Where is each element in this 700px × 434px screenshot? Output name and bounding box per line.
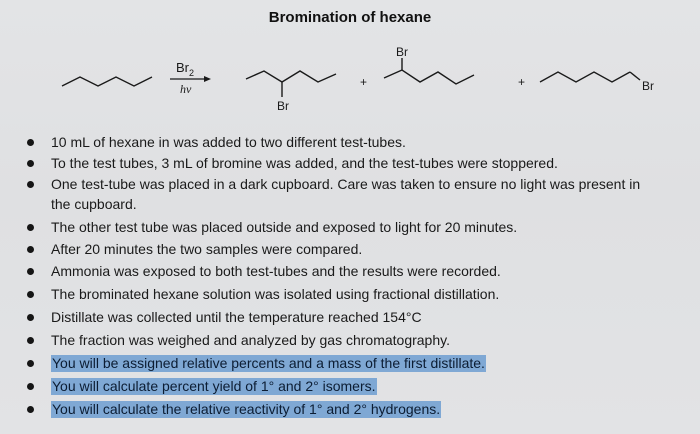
bullet-icon bbox=[27, 160, 34, 167]
reagent-top: $Br_2$ bbox=[176, 60, 195, 78]
plus-sign-1: + bbox=[360, 75, 368, 89]
bullet-icon bbox=[27, 139, 34, 146]
bullet-icon bbox=[27, 224, 34, 231]
bullet-icon bbox=[27, 383, 34, 390]
bullet-icon bbox=[27, 291, 34, 298]
bullet-icon bbox=[27, 181, 34, 188]
bullet-icon bbox=[27, 268, 34, 275]
bullet-icon bbox=[27, 246, 34, 253]
product-3-bromohexane bbox=[384, 70, 474, 84]
product-2-bromohexane bbox=[246, 71, 336, 82]
reaction-scheme bbox=[0, 0, 700, 130]
product-1-bromohexane bbox=[540, 72, 630, 82]
br-label-3: Br bbox=[642, 79, 654, 93]
page-title: Bromination of hexane bbox=[268, 9, 432, 26]
hexane-structure bbox=[62, 77, 152, 86]
bullet-icon bbox=[27, 314, 34, 321]
plus-sign-2: + bbox=[518, 75, 526, 89]
br-label-1: Br bbox=[277, 99, 289, 113]
bullet-icon bbox=[27, 360, 34, 367]
reagent-bottom: hv bbox=[180, 82, 192, 96]
bullet-icon bbox=[27, 337, 34, 344]
bullet-icon bbox=[27, 406, 34, 413]
br-label-2: Br bbox=[396, 45, 408, 59]
